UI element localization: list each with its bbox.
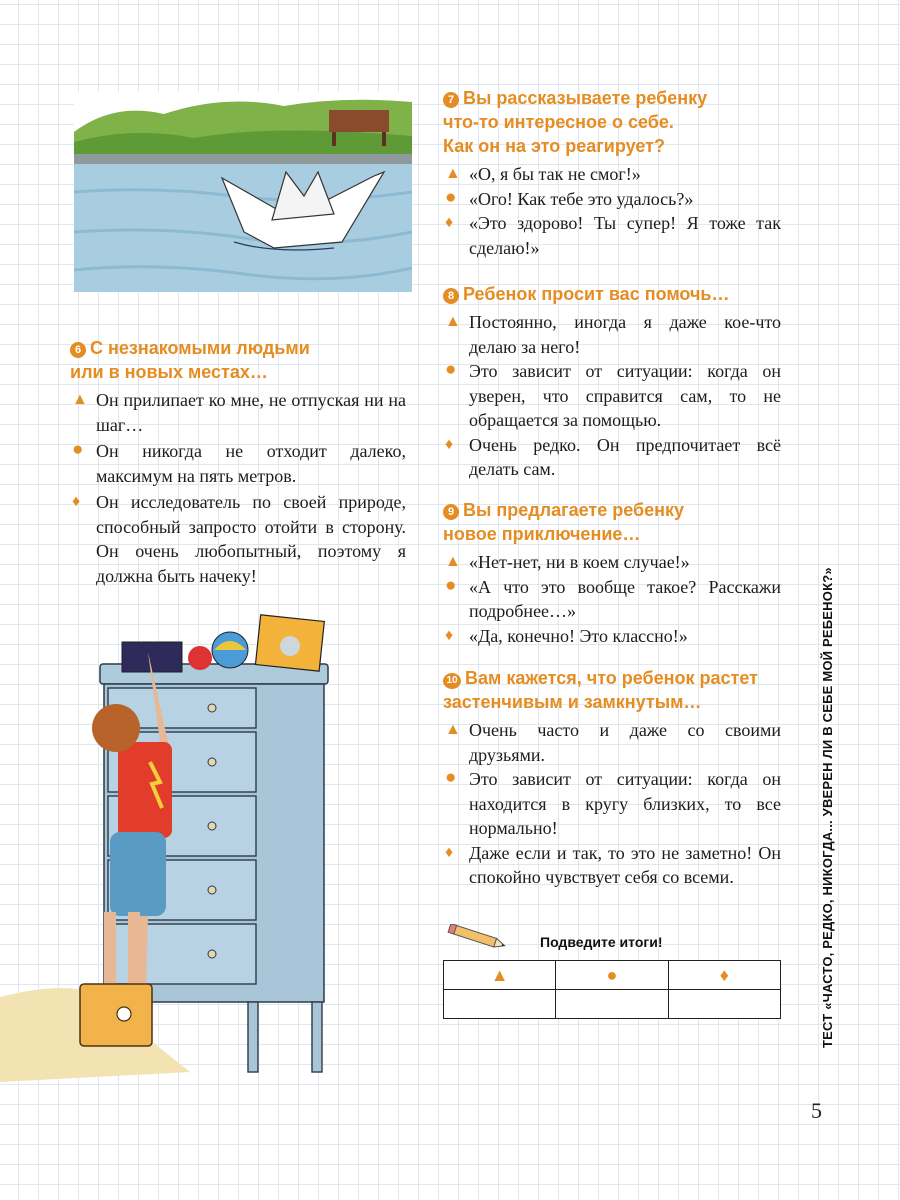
answer-triangle: ▲ «Нет-нет, ни в коем случае!» (443, 550, 781, 575)
triangle-icon: ▲ (445, 553, 461, 570)
triangle-icon: ▲ (72, 391, 88, 408)
question-6-title: 6 С незнакомыми людьми или в новых местах… (70, 338, 310, 382)
diamond-icon: ♦ (445, 435, 454, 453)
circle-count-cell[interactable] (556, 990, 668, 1019)
answer-circle: ● Это зависит от ситуации: когда он находится в кругу близких, то все нормально! (445, 767, 781, 838)
diamond-count-cell[interactable] (668, 990, 780, 1019)
answer-diamond: ♦ «Это здорово! Ты супер! Я тоже так сделаю!» (445, 213, 781, 258)
circle-icon: ● (445, 767, 457, 788)
diamond-icon: ♦ (445, 843, 454, 861)
question-10 (443, 666, 781, 890)
question-number-badge: 9 (443, 504, 459, 520)
summary-table (443, 960, 781, 1019)
answer-circle: ● Это зависит от ситуации: когда он уверен, что справится сам, то не обращается за помощью. (445, 359, 781, 430)
triangle-icon: ▲ (445, 313, 461, 330)
circle-icon: ● (445, 186, 457, 208)
triangle-count-cell[interactable] (444, 990, 556, 1019)
diamond-icon: ♦ (668, 961, 780, 990)
summary-label: Подведите итоги! (540, 934, 663, 950)
triangle-icon: ▲ (445, 165, 461, 182)
answer-triangle: ▲ Очень часто и даже со своими друзьями. (445, 720, 781, 765)
pencil-icon (442, 924, 510, 950)
circle-icon: ● (556, 961, 668, 990)
answer-diamond: ♦ Он исследователь по своей природе, способный запросто отойти в сторону. Он очень любопытный, поэтому я должна быть начеку! (72, 492, 406, 586)
triangle-icon: ▲ (445, 721, 461, 738)
question-9-title: 9 Вы предлагаете ребенку новое приключение… (443, 500, 685, 544)
answer-diamond: ♦ Очень редко. Он предпочитает всё делать сам. (445, 434, 781, 479)
answer-triangle: ▲ Постоянно, иногда я даже кое-что делаю за него! (445, 312, 781, 357)
circle-icon: ● (445, 359, 457, 380)
question-8-title: 8 Ребенок просит вас помочь… (443, 282, 781, 306)
triangle-icon: ▲ (444, 961, 556, 990)
boy-dresser-illustration (0, 612, 340, 1082)
answer-diamond: ♦ «Да, конечно! Это классно!» (443, 624, 781, 649)
diamond-icon: ♦ (445, 626, 454, 644)
circle-icon: ● (72, 439, 84, 460)
question-9 (443, 498, 781, 648)
answer-circle: ● «А что это вообще такое? Расскажи подробнее…» (445, 574, 781, 621)
question-number-badge: 7 (443, 92, 459, 108)
diamond-icon: ♦ (72, 493, 81, 510)
question-8 (443, 282, 781, 482)
answer-circle: ● «Ого! Как тебе это удалось?» (445, 186, 694, 209)
question-7-title: 7 Вы рассказываете ребенку что-то интересное о себе. Как он на это реагирует? (443, 88, 708, 156)
question-number-badge: 6 (70, 342, 86, 358)
page-number: 5 (811, 1098, 822, 1123)
circle-icon: ● (445, 574, 457, 596)
table-row (444, 990, 781, 1019)
answer-triangle: ▲ «О, я бы так не смог!» (443, 162, 781, 187)
question-6 (70, 336, 406, 588)
side-running-title: ТЕСТ «ЧАСТО, РЕДКО, НИКОГДА... УВЕРЕН ЛИ В СЕБЕ МОЙ РЕБЕНОК?» (820, 567, 835, 1048)
table-row (444, 961, 781, 990)
paper-boat-illustration (74, 92, 412, 292)
question-7 (443, 86, 781, 260)
diamond-icon: ♦ (445, 214, 454, 231)
question-number-badge: 8 (443, 288, 459, 304)
answer-triangle: ▲ Он прилипает ко мне, не отпуская ни на шаг… (72, 390, 406, 435)
question-number-badge: 10 (443, 673, 461, 689)
answer-diamond: ♦ Даже если и так, то это не заметно! Он спокойно чувствует себя со всеми. (445, 842, 781, 887)
answer-circle: ● Он никогда не отходит далеко, максимум на пять метров. (72, 439, 406, 486)
question-10-title: 10 Вам кажется, что ребенок растет застенчивым и замкнутым… (443, 668, 758, 712)
